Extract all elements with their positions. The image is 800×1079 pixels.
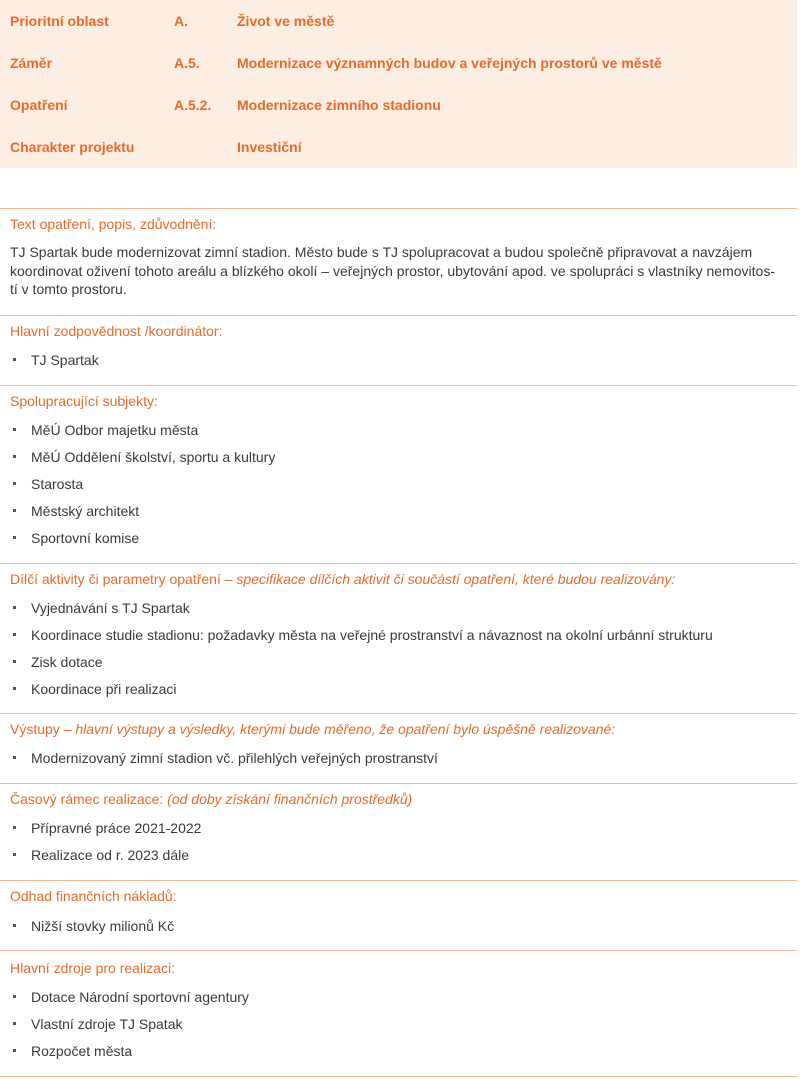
header-code: A.5.: [174, 55, 200, 71]
section-responsibility: Hlavní zodpovědnost /koordinátor: TJ Spartak: [0, 315, 797, 385]
section-title: Text opatření, popis, zdůvodnění:: [10, 216, 217, 232]
section-outputs: Výstupy – hlavní výstupy a výsledky, kterými bude měřeno, že opatření bylo úspěšně realizované: Modernizovaný zimní stadion vč. přilehlých veřejných prostranství: [0, 713, 797, 783]
header-value: Investiční: [237, 139, 302, 155]
section-note: (od doby získání finančních prostředků): [167, 791, 413, 807]
bullet-icon: [13, 660, 16, 663]
bullet-icon: [13, 826, 16, 829]
section-title: Dílčí aktivity či parametry opatření – specifikace dílčích aktivit či součástí opatření, které budou realizovány:: [10, 571, 676, 587]
bullet-icon: [13, 1049, 16, 1052]
header-label: Opatření: [10, 97, 68, 113]
header-label: Charakter projektu: [10, 139, 135, 155]
header-code: A.: [174, 13, 188, 29]
section-costs: Odhad finančních nákladů: Nižší stovky milionů Kč: [0, 880, 797, 950]
header-value: Modernizace významných budov a veřejných prostorů ve městě: [237, 55, 662, 71]
bullet-icon: [13, 536, 16, 539]
bullet-icon: [13, 756, 16, 759]
section-title: Hlavní zdroje pro realizaci:: [10, 960, 175, 976]
header-value: Život ve městě: [237, 13, 335, 29]
description-line: tí v tomto prostoru.: [10, 281, 127, 297]
header-value: Modernizace zimního stadionu: [237, 97, 441, 113]
header-label: Záměr: [10, 55, 53, 71]
section-sources: Hlavní zdroje pro realizaci: Dotace Národní sportovní agentury Vlastní zdroje TJ Spatak Rozpočet města: [0, 950, 797, 1076]
header-code: A.5.2.: [174, 97, 212, 113]
bullet-icon: [13, 455, 16, 458]
bullet-icon: [13, 358, 16, 361]
section-title: Odhad finančních nákladů:: [10, 888, 177, 904]
section-title: Časový rámec realizace: (od doby získání finančních prostředků): [10, 791, 413, 807]
description-line: TJ Spartak bude modernizovat zimní stadion. Město bude s TJ spolupracovat a budou společně připravovat a navzájem: [10, 244, 753, 260]
bullet-icon: [13, 853, 16, 856]
section-note: specifikace dílčích aktivit či součástí opatření, které budou realizovány:: [236, 571, 676, 587]
description-text: [10, 243, 785, 299]
section-activities: Dílčí aktivity či parametry opatření – specifikace dílčích aktivit či součástí opatření, které budou realizovány: Vyjednávání s TJ Spartak Koordinace studie stadionu: požadavky města na veřejné prostranství a návaznost na okolní urbánní strukturu Zisk dotace Koordinace při realizaci: [0, 563, 797, 713]
header-label: Prioritní oblast: [10, 13, 109, 29]
section-timeframe: Časový rámec realizace: (od doby získání finančních prostředků) Přípravné práce 2021-2022 Realizace od r. 2023 dále: [0, 783, 797, 880]
section-description: [0, 208, 797, 315]
bullet-icon: [13, 995, 16, 998]
bullet-icon: [13, 924, 16, 927]
bullet-icon: [13, 606, 16, 609]
bullet-icon: [13, 1022, 16, 1025]
section-partners: Spolupracující subjekty: MěÚ Odbor majetku města MěÚ Oddělení školství, sportu a kultury Starosta Městský architekt Sportovní komise: [0, 385, 797, 563]
bullet-icon: [13, 633, 16, 636]
section-title: Hlavní zodpovědnost /koordinátor:: [10, 323, 223, 339]
section-note: hlavní výstupy a výsledky, kterými bude měřeno, že opatření bylo úspěšně realizované:: [75, 721, 616, 737]
bullet-icon: [13, 428, 16, 431]
bullet-icon: [13, 509, 16, 512]
section-title: Spolupracující subjekty:: [10, 393, 158, 409]
bullet-icon: [13, 687, 16, 690]
description-line: koordinovat oživení tohoto areálu a blízkého okolí – veřejných prostor, ubytování apod. ve spolupráci s vlastníky nemovitos-: [10, 262, 775, 279]
section-title: Výstupy – hlavní výstupy a výsledky, kterými bude měřeno, že opatření bylo úspěšně realizované:: [10, 721, 616, 737]
bullet-icon: [13, 482, 16, 485]
project-header: [0, 0, 797, 168]
divider: [0, 1076, 797, 1077]
